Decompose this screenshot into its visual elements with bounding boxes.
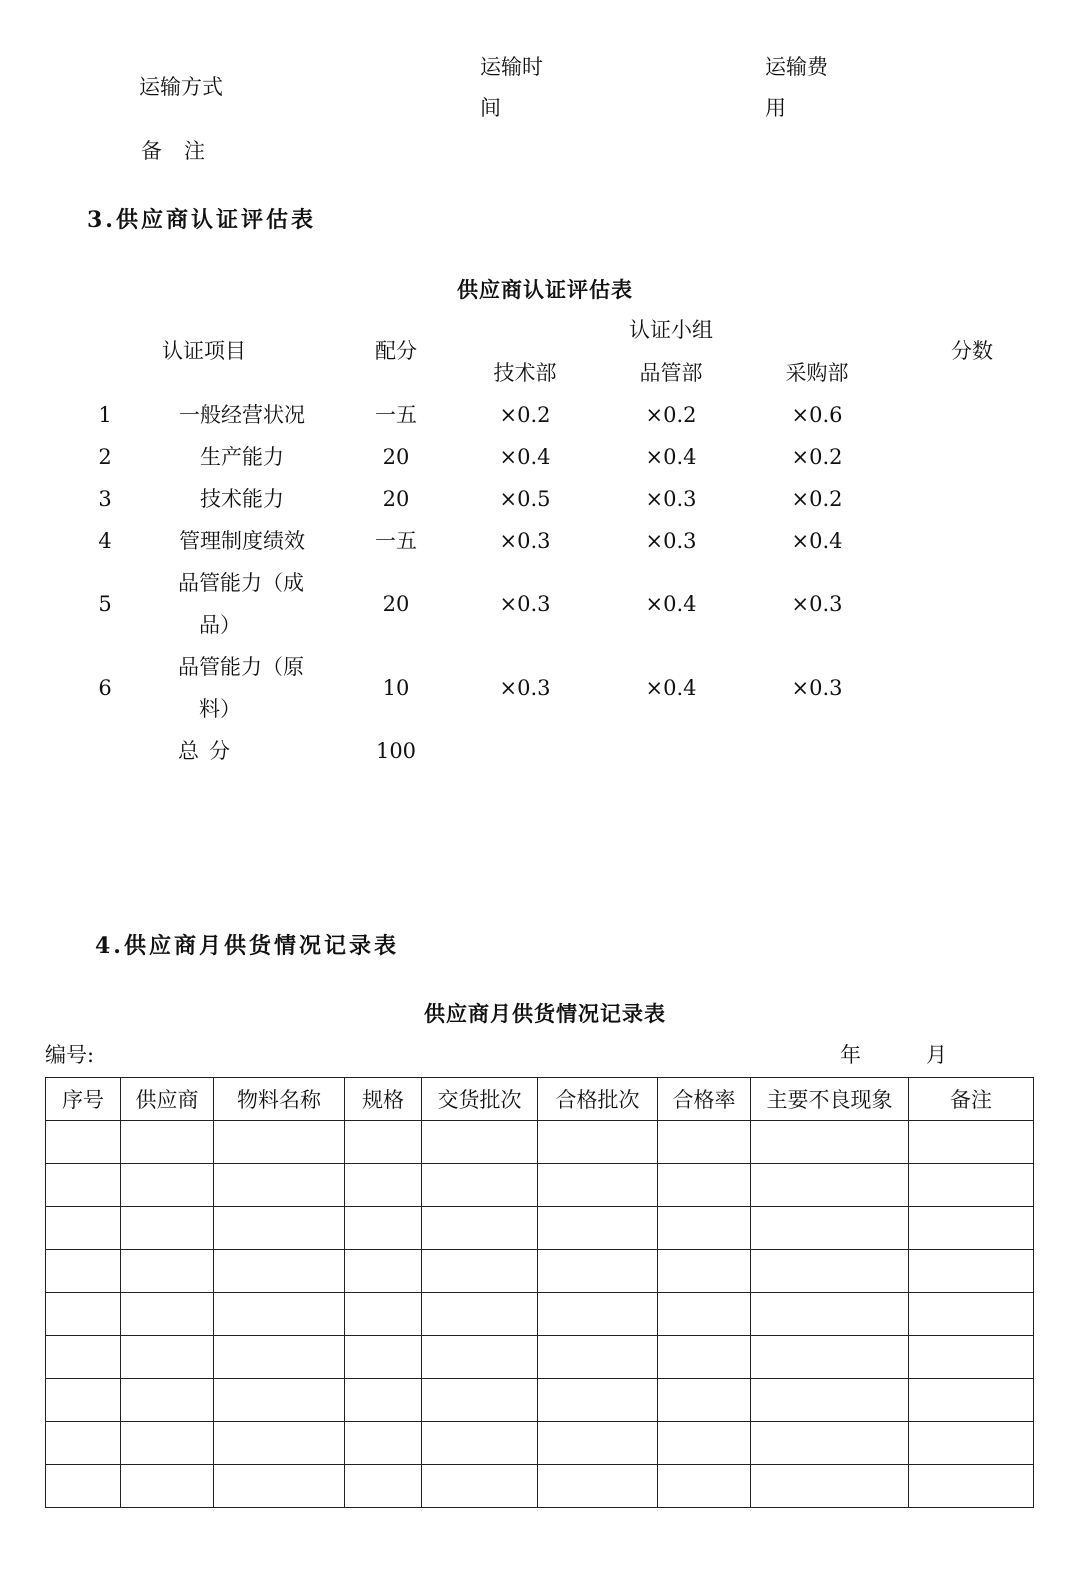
row-number: 1 — [98, 403, 112, 427]
table-cell[interactable] — [751, 1336, 909, 1379]
table-cell[interactable] — [538, 1336, 658, 1379]
row-qc-weight: ×0.4 — [645, 592, 697, 616]
month-label: 月 — [926, 1043, 947, 1067]
header-item: 认证项目 — [162, 339, 246, 363]
table-cell[interactable] — [214, 1207, 345, 1250]
table-cell[interactable] — [46, 1336, 121, 1379]
table-row — [46, 1121, 1034, 1164]
table-cell[interactable] — [538, 1379, 658, 1422]
table-cell[interactable] — [46, 1164, 121, 1207]
row-points: 10 — [382, 676, 410, 700]
transport-time-label-line1: 运输时 — [480, 55, 543, 79]
table-cell[interactable] — [345, 1422, 422, 1465]
table-cell[interactable] — [538, 1207, 658, 1250]
table-cell[interactable] — [909, 1164, 1034, 1207]
table-cell[interactable] — [658, 1293, 751, 1336]
table-cell[interactable] — [121, 1465, 214, 1508]
header-dept-tech: 技术部 — [493, 361, 557, 385]
table-cell[interactable] — [345, 1336, 422, 1379]
table-cell[interactable] — [909, 1465, 1034, 1508]
col-header-delivery-batches: 交货批次 — [422, 1078, 538, 1121]
row-item: 技术能力 — [200, 487, 284, 511]
table-cell[interactable] — [658, 1121, 751, 1164]
table-cell[interactable] — [538, 1293, 658, 1336]
table-row — [46, 1465, 1034, 1508]
table-cell[interactable] — [422, 1121, 538, 1164]
table-cell[interactable] — [751, 1379, 909, 1422]
table-cell[interactable] — [121, 1379, 214, 1422]
table-cell[interactable] — [538, 1465, 658, 1508]
row-qc-weight: ×0.3 — [645, 529, 697, 553]
record-table — [45, 1077, 1034, 1508]
table-cell[interactable] — [538, 1164, 658, 1207]
table-cell[interactable] — [214, 1422, 345, 1465]
total-label: 总分 — [178, 739, 240, 763]
table-cell[interactable] — [214, 1121, 345, 1164]
table-cell[interactable] — [121, 1121, 214, 1164]
row-number: 6 — [98, 676, 112, 700]
table-cell[interactable] — [909, 1250, 1034, 1293]
table-row — [46, 1250, 1034, 1293]
table-row — [46, 1293, 1034, 1336]
table-cell[interactable] — [909, 1121, 1034, 1164]
table-cell[interactable] — [345, 1250, 422, 1293]
row-item-line2: 品） — [199, 613, 241, 637]
row-item-line2: 料） — [199, 697, 241, 721]
table-cell[interactable] — [751, 1207, 909, 1250]
table-row — [46, 1336, 1034, 1379]
table-cell[interactable] — [46, 1121, 121, 1164]
table-cell[interactable] — [538, 1422, 658, 1465]
table-row — [46, 1422, 1034, 1465]
table-row — [46, 1207, 1034, 1250]
row-points: 20 — [382, 487, 410, 511]
table-cell[interactable] — [751, 1250, 909, 1293]
table-cell[interactable] — [121, 1207, 214, 1250]
row-points: 20 — [382, 445, 410, 469]
transport-time-label-line2: 间 — [480, 96, 501, 120]
table-row — [46, 1379, 1034, 1422]
row-item: 管理制度绩效 — [179, 529, 305, 553]
table-cell[interactable] — [751, 1422, 909, 1465]
row-number: 4 — [98, 529, 112, 553]
col-header-pass-rate: 合格率 — [658, 1078, 751, 1121]
row-item: 生产能力 — [200, 445, 284, 469]
row-tech-weight: ×0.4 — [499, 445, 551, 469]
section4-heading: 4.供应商月供货情况记录表 — [95, 933, 399, 959]
table-cell[interactable] — [422, 1293, 538, 1336]
table-cell[interactable] — [658, 1164, 751, 1207]
row-tech-weight: ×0.2 — [499, 403, 551, 427]
table-cell[interactable] — [121, 1293, 214, 1336]
row-purchase-weight: ×0.3 — [791, 676, 843, 700]
header-points: 配分 — [375, 339, 417, 363]
table-cell[interactable] — [214, 1465, 345, 1508]
table-cell[interactable] — [46, 1250, 121, 1293]
table-cell[interactable] — [46, 1379, 121, 1422]
table-cell[interactable] — [422, 1379, 538, 1422]
header-group: 认证小组 — [629, 318, 713, 342]
table-cell[interactable] — [658, 1379, 751, 1422]
row-tech-weight: ×0.5 — [499, 487, 551, 511]
table-cell[interactable] — [909, 1379, 1034, 1422]
row-purchase-weight: ×0.6 — [791, 403, 843, 427]
table-cell[interactable] — [46, 1465, 121, 1508]
table-cell[interactable] — [46, 1422, 121, 1465]
record-table-title: 供应商月供货情况记录表 — [424, 1001, 666, 1026]
table-cell[interactable] — [658, 1465, 751, 1508]
table-cell[interactable] — [909, 1207, 1034, 1250]
col-header-remarks: 备注 — [909, 1078, 1034, 1121]
table-cell[interactable] — [538, 1121, 658, 1164]
row-purchase-weight: ×0.4 — [791, 529, 843, 553]
row-number: 5 — [98, 592, 112, 616]
table-cell[interactable] — [345, 1293, 422, 1336]
table-cell[interactable] — [751, 1465, 909, 1508]
row-qc-weight: ×0.2 — [645, 403, 697, 427]
total-points: 100 — [375, 739, 417, 763]
table-cell[interactable] — [422, 1164, 538, 1207]
row-purchase-weight: ×0.2 — [791, 487, 843, 511]
table-cell[interactable] — [345, 1465, 422, 1508]
col-header-qualified-batches: 合格批次 — [538, 1078, 658, 1121]
header-score: 分数 — [951, 339, 993, 363]
remarks-label: 备注 — [141, 139, 227, 163]
table-cell[interactable] — [214, 1379, 345, 1422]
header-dept-purchase: 采购部 — [785, 361, 849, 385]
table-cell[interactable] — [214, 1293, 345, 1336]
table-cell[interactable] — [751, 1293, 909, 1336]
table-cell[interactable] — [422, 1207, 538, 1250]
table-cell[interactable] — [121, 1422, 214, 1465]
table-cell[interactable] — [214, 1336, 345, 1379]
transport-method-label: 运输方式 — [139, 75, 223, 99]
table-cell[interactable] — [422, 1465, 538, 1508]
row-tech-weight: ×0.3 — [499, 529, 551, 553]
row-item-line1: 品管能力（原 — [178, 655, 304, 679]
table-cell[interactable] — [345, 1121, 422, 1164]
record-table-header-row — [46, 1078, 1034, 1121]
section3-heading: 3.供应商认证评估表 — [87, 207, 316, 233]
table-cell[interactable] — [658, 1250, 751, 1293]
row-qc-weight: ×0.4 — [645, 676, 697, 700]
table-cell[interactable] — [658, 1207, 751, 1250]
row-tech-weight: ×0.3 — [499, 592, 551, 616]
row-qc-weight: ×0.3 — [645, 487, 697, 511]
table-cell[interactable] — [538, 1250, 658, 1293]
row-points: 20 — [382, 592, 410, 616]
row-number: 2 — [98, 445, 112, 469]
transport-cost-label-line1: 运输费 — [765, 55, 828, 79]
col-header-main-defects: 主要不良现象 — [751, 1078, 909, 1121]
col-header-index: 序号 — [46, 1078, 121, 1121]
col-header-material-name: 物料名称 — [214, 1078, 345, 1121]
row-points: 一五 — [375, 403, 417, 427]
table-row — [46, 1164, 1034, 1207]
col-header-spec: 规格 — [345, 1078, 422, 1121]
row-purchase-weight: ×0.3 — [791, 592, 843, 616]
table-cell[interactable] — [46, 1207, 121, 1250]
table-cell[interactable] — [345, 1164, 422, 1207]
table-cell[interactable] — [422, 1250, 538, 1293]
col-header-supplier: 供应商 — [121, 1078, 214, 1121]
number-label: 编号: — [45, 1043, 95, 1067]
table-cell[interactable] — [121, 1164, 214, 1207]
table-cell[interactable] — [909, 1293, 1034, 1336]
table-cell[interactable] — [121, 1250, 214, 1293]
table-cell[interactable] — [751, 1164, 909, 1207]
table-cell[interactable] — [658, 1336, 751, 1379]
table-cell[interactable] — [909, 1336, 1034, 1379]
table-cell[interactable] — [909, 1422, 1034, 1465]
table-cell[interactable] — [214, 1250, 345, 1293]
transport-cost-label-line2: 用 — [765, 96, 786, 120]
table-cell[interactable] — [658, 1422, 751, 1465]
row-purchase-weight: ×0.2 — [791, 445, 843, 469]
row-item: 一般经营状况 — [179, 403, 305, 427]
table-cell[interactable] — [121, 1336, 214, 1379]
row-qc-weight: ×0.4 — [645, 445, 697, 469]
table-cell[interactable] — [214, 1164, 345, 1207]
row-item-line1: 品管能力（成 — [178, 571, 304, 595]
table-cell[interactable] — [751, 1121, 909, 1164]
table-cell[interactable] — [46, 1293, 121, 1336]
row-number: 3 — [98, 487, 112, 511]
table-cell[interactable] — [422, 1422, 538, 1465]
table-cell[interactable] — [422, 1336, 538, 1379]
header-dept-qc: 品管部 — [639, 361, 703, 385]
year-label: 年 — [840, 1043, 861, 1067]
row-points: 一五 — [375, 529, 417, 553]
row-tech-weight: ×0.3 — [499, 676, 551, 700]
table-cell[interactable] — [345, 1379, 422, 1422]
evaluation-table-title: 供应商认证评估表 — [457, 277, 633, 302]
table-cell[interactable] — [345, 1207, 422, 1250]
